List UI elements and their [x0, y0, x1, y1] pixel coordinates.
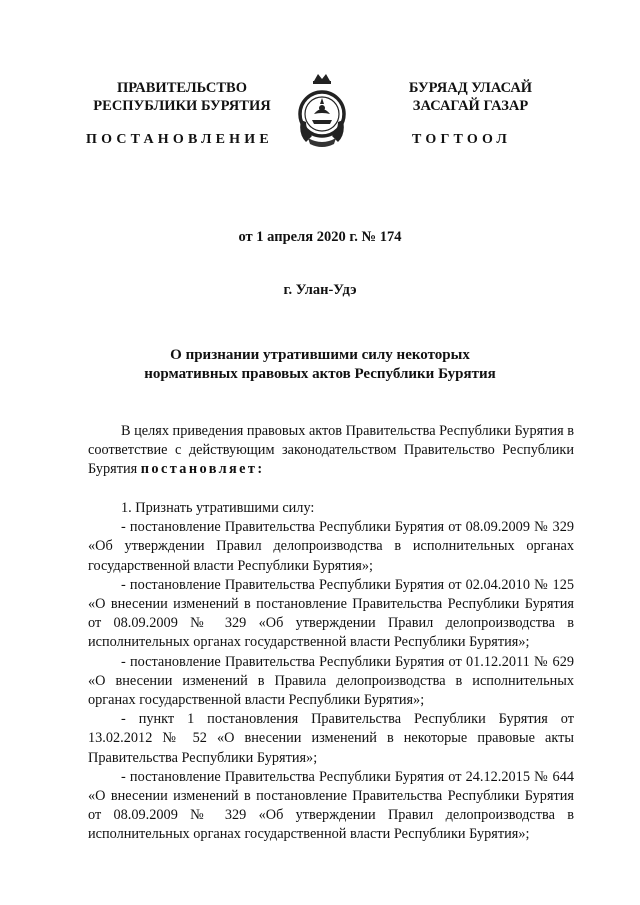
- decree-word: постановляет:: [140, 461, 265, 478]
- items-heading: 1. Признать утратившими силу:: [121, 500, 315, 516]
- list-item: - постановление Правительства Республики Бурятия от 01.12.2011 № 629 «О внесении изменений в Правила делопроизводства в исполнительных органах государственной власти Республики Бурятия»;: [88, 653, 574, 709]
- resolution-items: [88, 499, 574, 845]
- title-line2: нормативных правовых актов Республики Бурятия: [144, 366, 496, 382]
- list-item: - постановление Правительства Республики Бурятия от 08.09.2009 № 329 «Об утверждении Правил делопроизводства в исполнительных органах государственной власти Республики Бурятия»;: [88, 519, 574, 574]
- place-of-issue: г. Улан-Удэ: [283, 282, 357, 298]
- header-right-line2: ЗАСАГАЙ ГАЗАР: [412, 98, 529, 114]
- header-right-line1: БУРЯАД УЛАСАЙ: [408, 80, 533, 96]
- document-kind-russian: ПОСТАНОВЛЕНИЕ: [86, 132, 273, 147]
- list-item: - постановление Правительства Республики Бурятия от 02.04.2010 № 125 «О внесении изменений в постановление Правительства Республики Бурятия от 08.09.2009 № 329 «Об утверждении Правил делопроизводства в исполнительных органах государственной власти Республики Бурятия»;: [88, 576, 574, 651]
- preamble-text: В целях приведения правовых актов Правительства Республики Бурятия в соответствие с действующим законодательством Правительство Республики Бурятия: [88, 423, 574, 478]
- document-title: [100, 346, 540, 384]
- title-line1: О признании утратившими силу некоторых: [170, 347, 470, 363]
- date-and-number: от 1 апреля 2020 г. № 174: [238, 229, 402, 245]
- header-left-line2: РЕСПУБЛИКИ БУРЯТИЯ: [93, 98, 271, 114]
- preamble-paragraph: [88, 422, 574, 480]
- list-item: - постановление Правительства Республики Бурятия от 24.12.2015 № 644 «О внесении изменений в постановление Правительства Республики Бурятия от 08.09.2009 № 329 «Об утверждении Правил делопроизводства в исполнительных органах государственной власти Республики Бурятия»;: [88, 768, 574, 843]
- government-name-russian: [82, 79, 282, 115]
- list-item: - пункт 1 постановления Правительства Республики Бурятия от 13.02.2012 № 52 «О внесении изменений в некоторые правовые акты Правительства Республики Бурятия»;: [88, 711, 574, 766]
- government-name-buryat: [378, 79, 563, 115]
- coat-of-arms-icon: [294, 68, 350, 150]
- header-left-line1: ПРАВИТЕЛЬСТВО: [117, 80, 247, 96]
- document-kind-buryat: ТОГТООЛ: [412, 132, 512, 147]
